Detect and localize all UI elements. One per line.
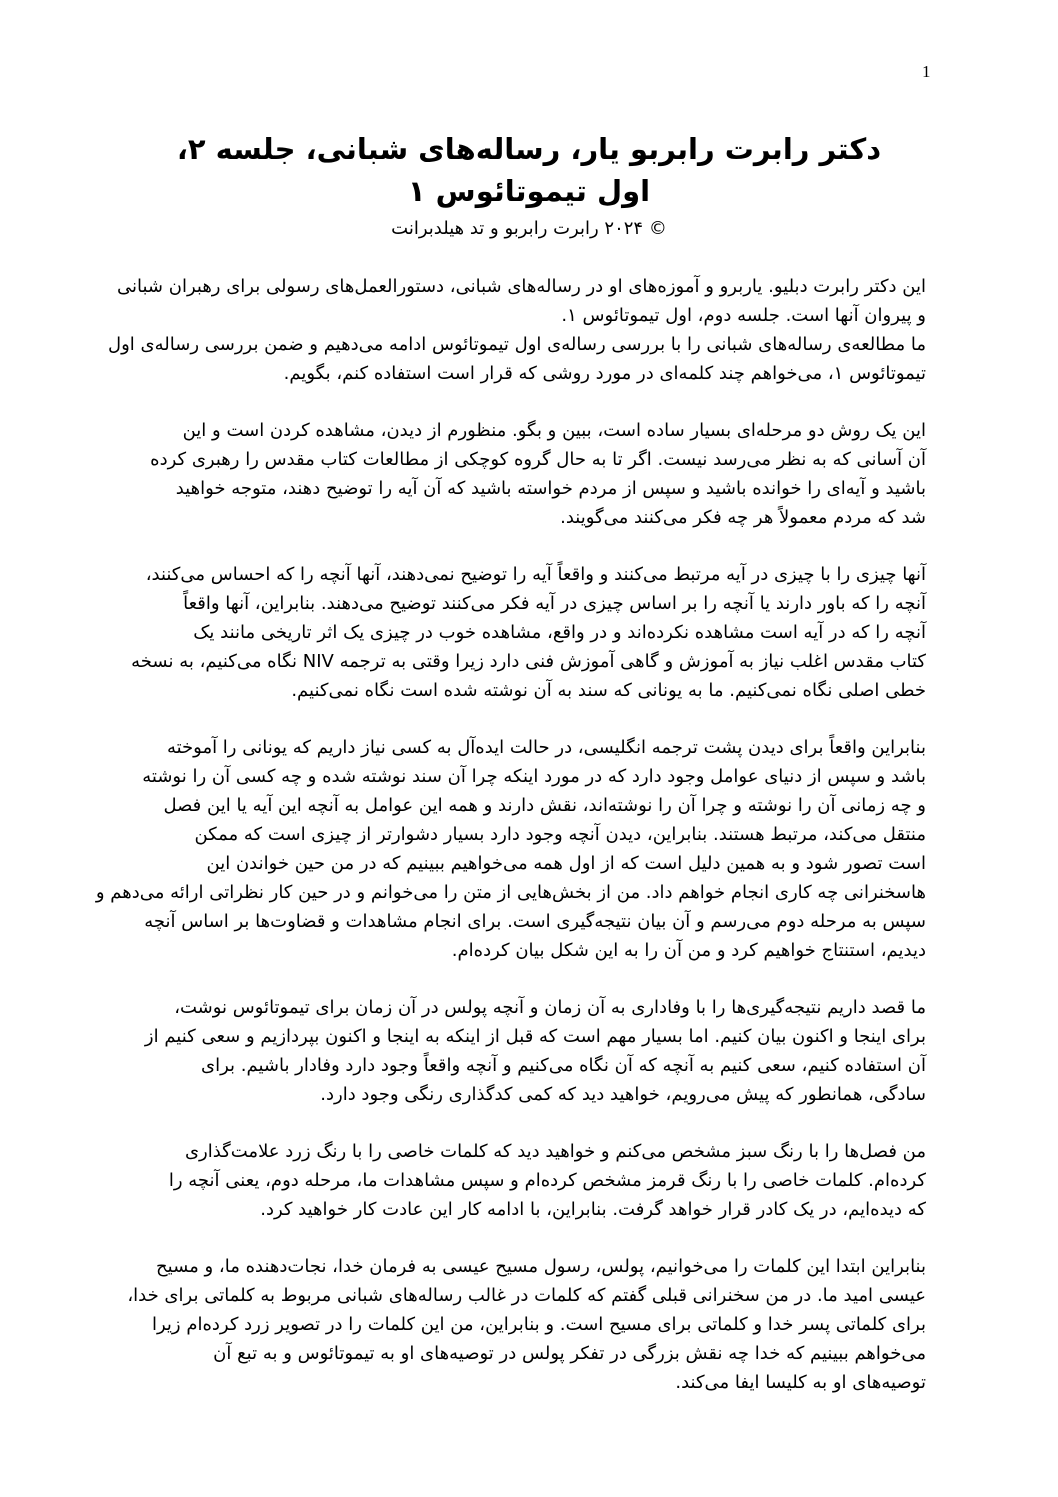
document-title <box>0 128 1058 212</box>
paragraph-7 <box>126 1252 926 1397</box>
text-line: و چه زمانی آن را نوشته و چرا آن را نوشته‌اند، نقش دارند و همه این عوامل به آنچه این آیه یا این فصل <box>163 795 926 816</box>
text-line: است تصور شود و به همین دلیل است که از اول همه می‌خواهیم ببینیم که در من حین خواندن این <box>206 853 926 874</box>
text-line: هاسخنرانی چه کاری انجام خواهم داد. من از بخش‌هایی از متن را می‌خوانم و در حین کار نظراتی ارائه می‌دهم و <box>95 882 926 903</box>
text-line: باشید و آیه‌ای را خوانده باشید و سپس از مردم خواسته باشید که آن آیه را توضیح دهند، متوجه خواهید <box>175 478 926 499</box>
text-line: خطی اصلی نگاه نمی‌کنیم. ما به یونانی که سند به آن نوشته شده است نگاه نمی‌کنیم. <box>291 680 926 701</box>
text-line: کتاب مقدس اغلب نیاز به آموزش و گاهی آموزش فنی دارد زیرا وقتی به ترجمه NIV نگاه می‌کنیم، به نسخه <box>131 651 926 672</box>
text-line: این یک روش دو مرحله‌ای بسیار ساده است، ببین و بگو. منظورم از دیدن، مشاهده کردن است و این <box>182 420 926 441</box>
text-line: و پیروان آنها است. جلسه دوم، اول تیموتائوس ۱. <box>561 305 926 326</box>
paragraph-2 <box>126 416 926 532</box>
text-line: برای کلماتی پسر خدا و کلماتی برای مسیح است. و بنابراین، من این کلمات را در تصویر زرد کرده‌ام زیرا <box>151 1314 926 1335</box>
text-line: منتقل می‌کند، مرتبط هستند. بنابراین، دیدن آنچه وجود دارد بسیار دشوارتر از چیزی است که ممکن <box>194 824 926 845</box>
text-line: آن استفاده کنیم، سعی کنیم به آنچه که آن نگاه می‌کنیم و آنچه واقعاً وجود دارد وفادار باشیم. برای <box>201 1055 926 1076</box>
paragraph-3 <box>126 560 926 705</box>
text-line: بنابراین واقعاً برای دیدن پشت ترجمه انگلیسی، در حالت ایده‌آل به کسی نیاز داریم که یونانی را آموخته <box>166 737 926 758</box>
copyright-line: © ۲۰۲۴ رابرت رابربو و تد هیلدبرانت <box>391 218 667 239</box>
paragraph-4 <box>95 733 926 965</box>
text-line: بنابراین ابتدا این کلمات را می‌خوانیم، پولس، رسول مسیح عیسی به فرمان خدا، نجات‌دهنده ما، و مسیح <box>156 1256 926 1277</box>
paragraph-5 <box>126 993 926 1109</box>
document-body <box>95 272 926 1425</box>
paragraph-6 <box>126 1137 926 1224</box>
text-line: باشد و سپس از دنیای عوامل وجود دارد که در مورد اینکه چرا آن سند نوشته شده و چه کسی آن را نوشته <box>142 766 926 787</box>
text-line: آنچه را که در آیه است مشاهده نکرده‌اند و در واقع، مشاهده خوب در چیزی یک اثر تاریخی مانند یک <box>193 622 926 643</box>
text-line: این دکتر رابرت دبلیو. یاربرو و آموزه‌های او در رساله‌های شبانی، دستورالعمل‌های رسولی برای رهبران شبانی <box>117 276 926 297</box>
text-line: ما قصد داریم نتیجه‌گیری‌ها را با وفاداری به آن زمان و آنچه پولس در آن زمان برای تیموتائوس نوشت، <box>174 997 926 1018</box>
text-line: ما مطالعه‌ی رساله‌های شبانی را با بررسی رساله‌ی اول تیموتائوس ادامه می‌دهیم و ضمن بررسی رساله‌ی اول <box>108 334 926 355</box>
text-line: آنها چیزی را با چیزی در آیه مرتبط می‌کنند و واقعاً آیه را توضیح نمی‌دهند، آنها آنچه را که احساس می‌کنند، <box>145 564 926 585</box>
text-line: می‌خواهم ببینیم که خدا چه نقش بزرگی در تفکر پولس در توصیه‌های او به تیموتائوس و به تبع آن <box>213 1343 926 1364</box>
title-line-2: اول تیموتائوس ۱ <box>407 174 651 208</box>
text-line: شد که مردم معمولاً هر چه فکر می‌کنند می‌گویند. <box>560 507 926 528</box>
text-line: آنچه را که باور دارند یا آنچه را بر اساس چیزی در آیه فکر می‌کنند توضیح می‌دهند. بنابراین، آنها واقعاً <box>183 593 926 614</box>
text-line: آن آسانی که به نظر می‌رسد نیست. اگر تا به حال گروه کوچکی از مطالعات کتاب مقدس را رهبری کرده <box>150 449 926 470</box>
text-line: تیموتائوس ۱، می‌خواهم چند کلمه‌ای در مورد روشی که قرار است استفاده کنم، بگویم. <box>283 363 926 384</box>
title-line-1: دکتر رابرت رابربو یار، رساله‌های شبانی، جلسه ۲، <box>176 132 882 166</box>
text-line: سادگی، همانطور که پیش می‌رویم، خواهید دید که کمی کدگذاری رنگی وجود دارد. <box>320 1084 926 1105</box>
text-line: کرده‌ام. کلمات خاصی را با رنگ قرمز مشخص کرده‌ام و سپس مشاهدات ما، مرحله دوم، یعنی آنچه را <box>168 1170 926 1191</box>
text-line: توصیه‌های او به کلیسا ایفا می‌کند. <box>675 1372 926 1393</box>
paragraph-1 <box>108 272 926 388</box>
text-line: عیسی امید ما. در من سخنرانی قبلی گفتم که کلمات در غالب رساله‌های شبانی مربوط به کلماتی برای خدا، <box>127 1285 926 1306</box>
text-line: که دیده‌ایم، در یک کادر قرار خواهد گرفت. بنابراین، با ادامه کار این عادت کار خواهید کرد. <box>260 1199 926 1220</box>
text-line: سپس به مرحله دوم می‌رسم و آن بیان نتیجه‌گیری است. برای انجام مشاهدات و قضاوت‌ها بر اساس آنچه <box>144 911 926 932</box>
text-line: برای اینجا و اکنون بیان کنیم. اما بسیار مهم است که قبل از اینکه به اینجا و اکنون بپردازیم و سعی کنیم از <box>144 1026 926 1047</box>
page-number: 1 <box>922 62 931 81</box>
text-line: دیدیم، استنتاج خواهیم کرد و من آن را به این شکل بیان کرده‌ام. <box>451 940 926 961</box>
text-line: من فصل‌ها را با رنگ سبز مشخص می‌کنم و خواهید دید که کلمات خاصی را با رنگ زرد علامت‌گذاری <box>184 1141 926 1162</box>
